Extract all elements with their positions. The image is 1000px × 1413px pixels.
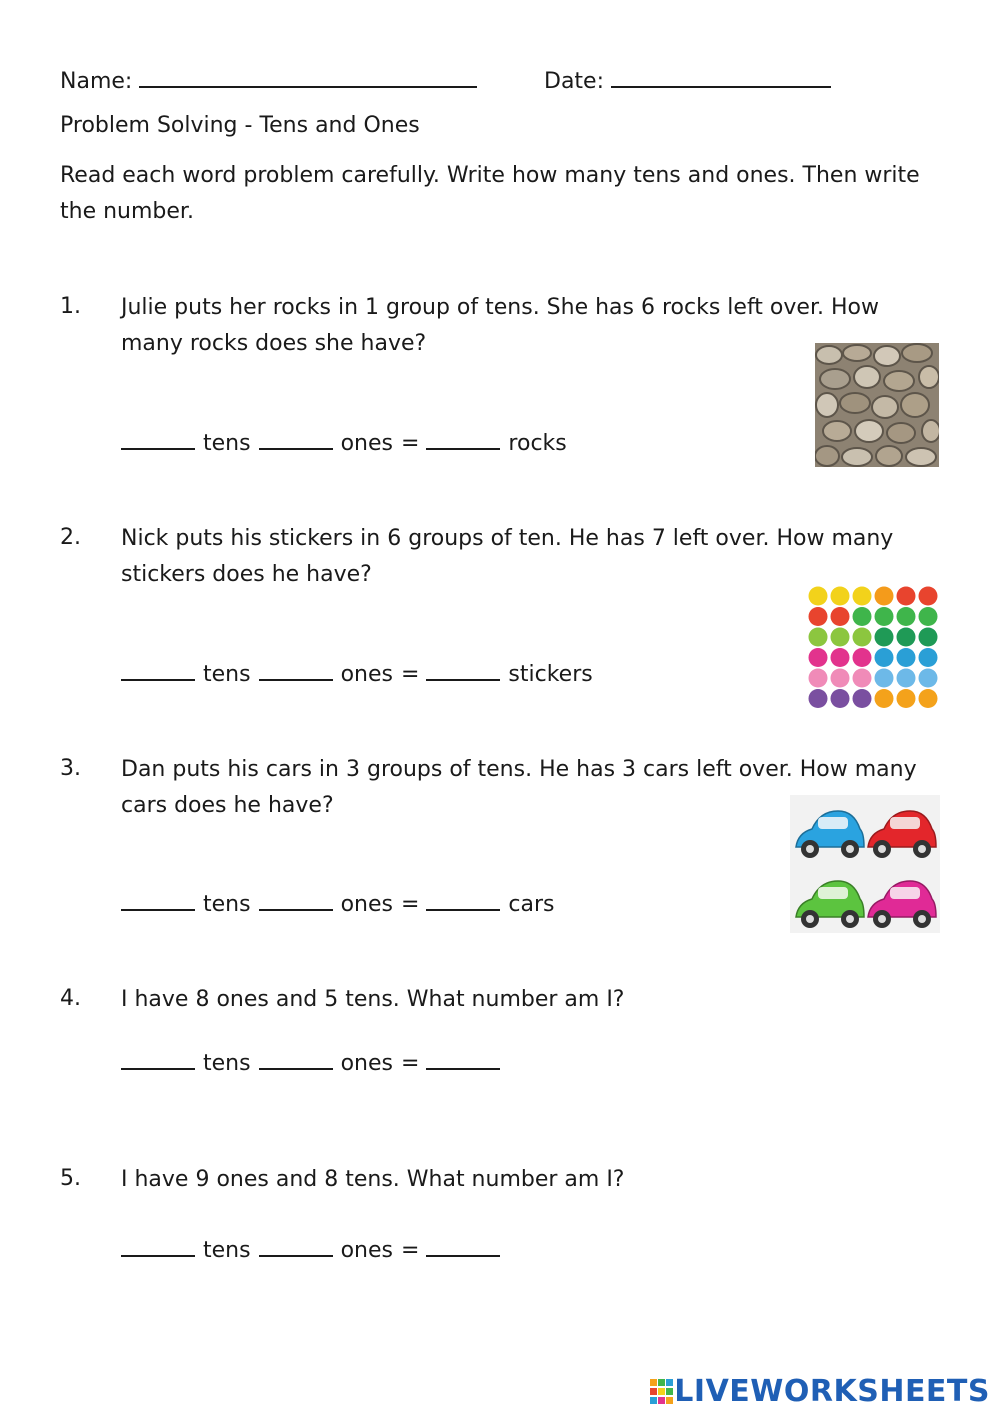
name-label: Name: bbox=[60, 69, 133, 94]
question-1-answer bbox=[121, 428, 575, 456]
date-row bbox=[544, 64, 831, 94]
ones-blank[interactable] bbox=[259, 1048, 333, 1070]
tens-label: tens bbox=[203, 431, 251, 456]
total-blank[interactable] bbox=[426, 889, 500, 911]
tens-label: tens bbox=[203, 662, 251, 687]
question-2-text: Nick puts his stickers in 6 groups of ten. He has 7 left over. How many stickers does he have? bbox=[121, 526, 894, 587]
sticker-dot bbox=[853, 669, 872, 688]
tens-label: tens bbox=[203, 1051, 251, 1076]
tens-blank[interactable] bbox=[121, 659, 195, 681]
ones-label: ones bbox=[340, 431, 393, 456]
sticker-dot bbox=[853, 587, 872, 606]
sticker-dot bbox=[809, 689, 828, 708]
tens-label: tens bbox=[203, 892, 251, 917]
name-row bbox=[60, 64, 477, 94]
tens-blank[interactable] bbox=[121, 428, 195, 450]
sticker-dot bbox=[809, 628, 828, 647]
sticker-dot bbox=[897, 628, 916, 647]
logo-blocks-icon bbox=[650, 1379, 674, 1405]
sticker-dot bbox=[919, 628, 938, 647]
total-blank[interactable] bbox=[426, 1048, 500, 1070]
question-5-text: I have 9 ones and 8 tens. What number am I? bbox=[121, 1167, 625, 1192]
sticker-dot bbox=[897, 689, 916, 708]
ones-blank[interactable] bbox=[259, 659, 333, 681]
sticker-dot bbox=[831, 689, 850, 708]
unit-label: rocks bbox=[508, 431, 567, 456]
sticker-dot bbox=[919, 689, 938, 708]
question-2-number: 2. bbox=[60, 525, 81, 550]
logo-text: LIVEWORKSHEETS bbox=[674, 1374, 990, 1409]
sticker-dot bbox=[853, 648, 872, 667]
sticker-dot bbox=[809, 669, 828, 688]
sticker-dot bbox=[853, 628, 872, 647]
equals-sign: = bbox=[400, 892, 420, 917]
question-4-text: I have 8 ones and 5 tens. What number am I? bbox=[121, 987, 625, 1012]
sticker-dot bbox=[897, 648, 916, 667]
ones-label: ones bbox=[340, 662, 393, 687]
cars-image bbox=[790, 795, 940, 933]
question-1-text: Julie puts her rocks in 1 group of tens. She has 6 rocks left over. How many rocks does she have? bbox=[121, 295, 879, 356]
sticker-dot bbox=[897, 607, 916, 626]
ones-blank[interactable] bbox=[259, 1235, 333, 1257]
sticker-dot bbox=[897, 587, 916, 606]
question-1-number: 1. bbox=[60, 294, 81, 319]
question-3-text: Dan puts his cars in 3 groups of tens. He has 3 cars left over. How many cars does he have? bbox=[121, 757, 917, 818]
question-4-number: 4. bbox=[60, 986, 81, 1011]
sticker-dot bbox=[831, 628, 850, 647]
ones-label: ones bbox=[340, 1238, 393, 1263]
ones-blank[interactable] bbox=[259, 428, 333, 450]
sticker-dot bbox=[875, 607, 894, 626]
ones-blank[interactable] bbox=[259, 889, 333, 911]
sticker-dot bbox=[875, 689, 894, 708]
sticker-dot bbox=[809, 587, 828, 606]
sticker-dot bbox=[875, 648, 894, 667]
sticker-dot bbox=[831, 587, 850, 606]
sticker-dot bbox=[919, 587, 938, 606]
sticker-dot bbox=[853, 607, 872, 626]
stickers-image bbox=[807, 585, 941, 709]
sticker-dot bbox=[875, 628, 894, 647]
question-4-answer bbox=[121, 1048, 500, 1076]
tens-blank[interactable] bbox=[121, 889, 195, 911]
total-blank[interactable] bbox=[426, 1235, 500, 1257]
sticker-dot bbox=[809, 607, 828, 626]
sticker-dot bbox=[897, 669, 916, 688]
sticker-dot bbox=[919, 607, 938, 626]
equals-sign: = bbox=[400, 431, 420, 456]
question-5-answer bbox=[121, 1235, 500, 1263]
name-field[interactable] bbox=[139, 64, 477, 88]
rocks-image bbox=[815, 343, 939, 467]
equals-sign: = bbox=[400, 1238, 420, 1263]
date-label: Date: bbox=[544, 69, 604, 94]
question-3-number: 3. bbox=[60, 756, 81, 781]
date-field[interactable] bbox=[611, 64, 831, 88]
tens-blank[interactable] bbox=[121, 1235, 195, 1257]
tens-blank[interactable] bbox=[121, 1048, 195, 1070]
sticker-dot bbox=[831, 669, 850, 688]
question-3-answer bbox=[121, 889, 563, 917]
question-5-number: 5. bbox=[60, 1166, 81, 1191]
sticker-dot bbox=[875, 669, 894, 688]
tens-label: tens bbox=[203, 1238, 251, 1263]
worksheet-title: Problem Solving - Tens and Ones bbox=[60, 113, 420, 138]
instructions: Read each word problem carefully. Write how many tens and ones. Then write the number. bbox=[60, 163, 920, 224]
liveworksheets-logo[interactable] bbox=[650, 1374, 990, 1409]
sticker-dot bbox=[919, 669, 938, 688]
equals-sign: = bbox=[400, 1051, 420, 1076]
unit-label: stickers bbox=[508, 662, 593, 687]
sticker-dot bbox=[831, 648, 850, 667]
sticker-dot bbox=[831, 607, 850, 626]
sticker-dot bbox=[853, 689, 872, 708]
unit-label: cars bbox=[508, 892, 555, 917]
total-blank[interactable] bbox=[426, 428, 500, 450]
total-blank[interactable] bbox=[426, 659, 500, 681]
ones-label: ones bbox=[340, 892, 393, 917]
sticker-dot bbox=[875, 587, 894, 606]
sticker-dot bbox=[919, 648, 938, 667]
question-2-answer bbox=[121, 659, 601, 687]
equals-sign: = bbox=[400, 662, 420, 687]
ones-label: ones bbox=[340, 1051, 393, 1076]
sticker-dot bbox=[809, 648, 828, 667]
